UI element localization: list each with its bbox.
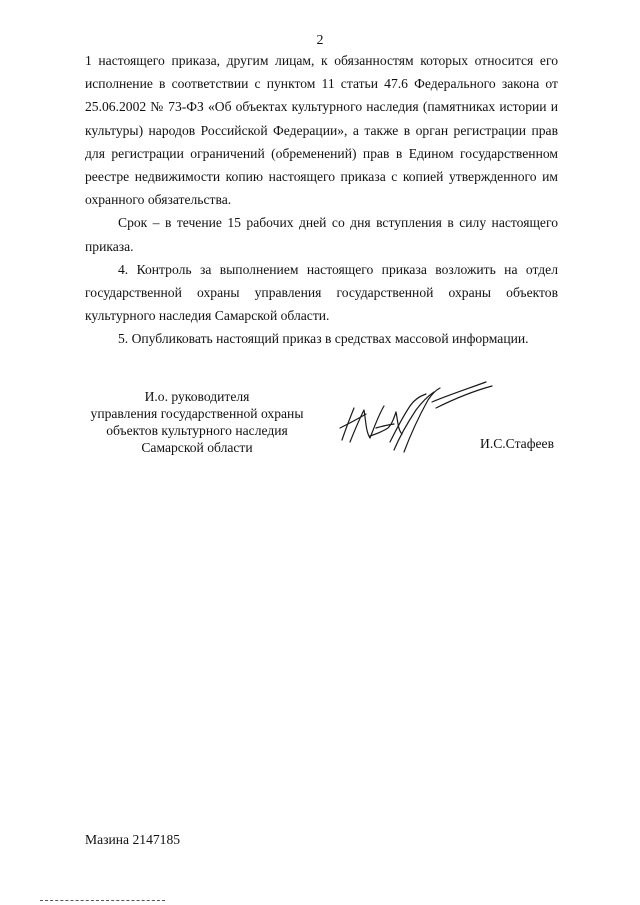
- position-line: объектов культурного наследия: [106, 423, 288, 438]
- position-line: управления государственной охраны: [90, 406, 304, 421]
- footer-divider: [40, 900, 165, 901]
- paragraph-publication: 5. Опубликовать настоящий приказ в средствах массовой информации.: [118, 331, 529, 347]
- paragraph-distribution: 1 настоящего приказа, другим лицам, к обязанностям которых относится его исполнение в соответствии с пунктом 11 статьи 47.6 Федерального закона от 25.06.2002 № 73-ФЗ «Об объектах культурного наследия (памятниках истории и культуры) народов Российской Федерации», а также в орган регистрации прав для регистрации ограничений (обременений) прав в Едином государственном реестре недвижимости копию настоящего приказа с копией утвержденного им охранного обязательства.: [85, 53, 558, 208]
- executor-info: Мазина 2147185: [85, 832, 181, 847]
- document-body: [85, 49, 558, 351]
- page-number: 2: [316, 33, 324, 48]
- signer-name: И.С.Стафеев: [480, 436, 555, 451]
- paragraph-deadline: Срок – в течение 15 рабочих дней со дня вступления в силу настоящего приказа.: [85, 215, 558, 254]
- position-line: Самарской области: [141, 440, 253, 455]
- paragraph-control: 4. Контроль за выполнением настоящего приказа возложить на отдел государственной охраны управления государственной охраны объектов культурного наследия Самарской области.: [85, 261, 558, 324]
- signatory-position: [72, 388, 322, 456]
- handwritten-signature: [336, 378, 496, 460]
- position-line: И.о. руководителя: [144, 389, 250, 404]
